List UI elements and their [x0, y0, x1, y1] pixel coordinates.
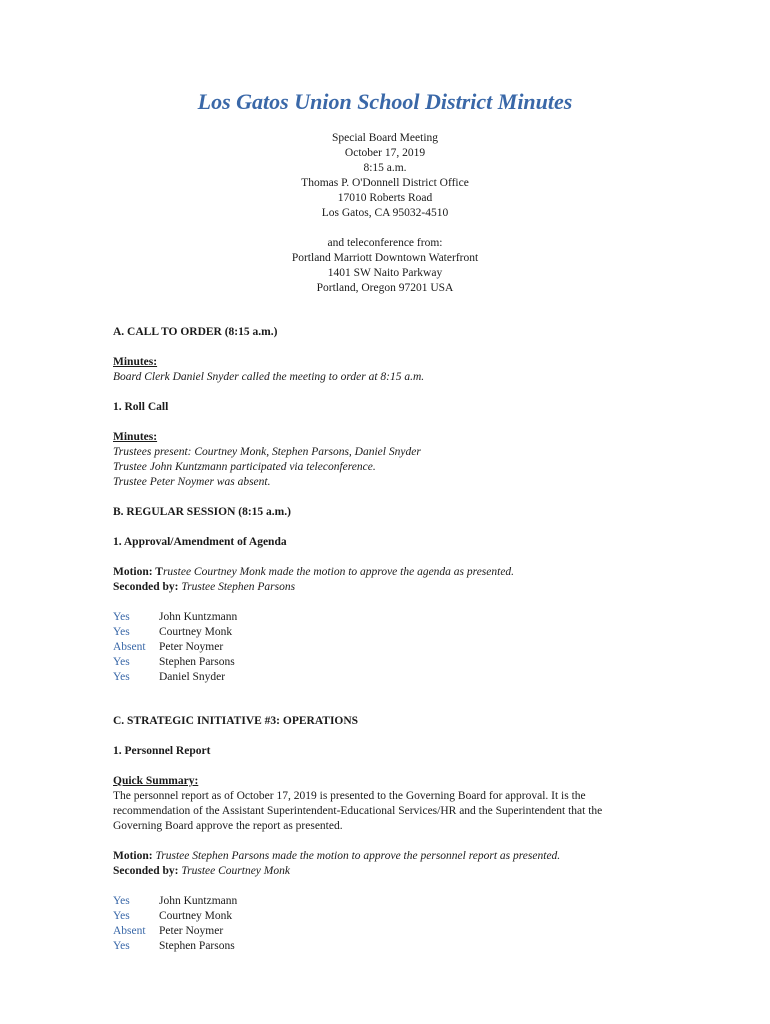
vote-row — [113, 610, 673, 625]
vote-status: Yes — [113, 656, 130, 668]
header-line: and teleconference from: — [327, 237, 443, 249]
vote-name: John Kuntzmann — [159, 895, 238, 907]
document-title: Los Gatos Union School District Minutes — [197, 89, 573, 114]
vote-row — [113, 924, 673, 939]
minutes-text: Board Clerk Daniel Snyder called the meeting to order at 8:15 a.m. — [113, 371, 425, 383]
vote-status: Absent — [113, 925, 146, 937]
header-line: Special Board Meeting — [331, 132, 439, 144]
motion-label: Motion: T — [113, 566, 163, 578]
item-heading: 1. Approval/Amendment of Agenda — [113, 536, 287, 548]
vote-name: Peter Noymer — [159, 641, 224, 653]
summary-line: The personnel report as of October 17, 2019 is presented to the Governing Board for approval. It is the — [113, 790, 586, 802]
vote-status: Yes — [113, 671, 130, 683]
roll-line: Trustees present: Courtney Monk, Stephen Parsons, Daniel Snyder — [113, 446, 421, 458]
header-line: Portland Marriott Downtown Waterfront — [291, 252, 479, 264]
motion-line — [113, 565, 673, 580]
vote-name: Courtney Monk — [159, 626, 233, 638]
vote-status: Yes — [113, 910, 130, 922]
vote-status: Absent — [113, 641, 146, 653]
vote-row — [113, 655, 673, 670]
roll-line: Trustee John Kuntzmann participated via teleconference. — [113, 461, 376, 473]
minutes-body — [113, 325, 673, 954]
item-heading: 1. Roll Call — [113, 401, 169, 413]
summary-label: Quick Summary: — [113, 775, 199, 787]
vote-row — [113, 909, 673, 924]
section-heading: A. CALL TO ORDER (8:15 a.m.) — [113, 326, 278, 338]
motion-text: rustee Courtney Monk made the motion to approve the agenda as presented. — [162, 566, 515, 578]
vote-status: Yes — [113, 940, 130, 952]
seconded-label: Seconded by: — [113, 581, 179, 593]
vote-status: Yes — [113, 611, 130, 623]
vote-row — [113, 894, 673, 909]
header-line: Thomas P. O'Donnell District Office — [301, 177, 469, 189]
seconded-text: Trustee Stephen Parsons — [181, 581, 296, 593]
vote-row — [113, 625, 673, 640]
minutes-label: Minutes: — [113, 356, 158, 368]
summary-line: recommendation of the Assistant Superintendent-Educational Services/HR and the Superintendent that the — [113, 805, 603, 817]
seconded-text: Trustee Courtney Monk — [181, 865, 290, 877]
vote-name: Peter Noymer — [159, 925, 224, 937]
summary-line: Governing Board approve the report as presented. — [113, 820, 343, 832]
roll-line: Trustee Peter Noymer was absent. — [113, 476, 271, 488]
minutes-label: Minutes: — [113, 431, 158, 443]
section-heading: C. STRATEGIC INITIATIVE #3: OPERATIONS — [113, 715, 359, 727]
motion-label: Motion: — [113, 850, 153, 862]
vote-name: John Kuntzmann — [159, 611, 238, 623]
vote-name: Stephen Parsons — [159, 656, 235, 668]
vote-name: Courtney Monk — [159, 910, 233, 922]
vote-status: Yes — [113, 895, 130, 907]
item-heading: 1. Personnel Report — [113, 745, 211, 757]
seconded-line — [113, 580, 673, 595]
meeting-header — [0, 131, 770, 296]
vote-list — [113, 610, 673, 685]
vote-name: Stephen Parsons — [159, 940, 235, 952]
motion-line — [113, 849, 673, 864]
vote-row — [113, 670, 673, 685]
vote-name: Daniel Snyder — [159, 671, 226, 683]
seconded-label: Seconded by: — [113, 865, 179, 877]
vote-row — [113, 640, 673, 655]
header-line: October 17, 2019 — [344, 147, 426, 159]
header-line: Los Gatos, CA 95032-4510 — [321, 207, 449, 219]
vote-status: Yes — [113, 626, 130, 638]
section-heading: B. REGULAR SESSION (8:15 a.m.) — [113, 506, 291, 518]
motion-text: Trustee Stephen Parsons made the motion to approve the personnel report as presented. — [155, 850, 561, 862]
header-line: Portland, Oregon 97201 USA — [316, 282, 454, 294]
seconded-line — [113, 864, 673, 879]
vote-row — [113, 939, 673, 954]
header-line: 17010 Roberts Road — [337, 192, 433, 204]
header-line: 8:15 a.m. — [363, 162, 407, 174]
header-line: 1401 SW Naito Parkway — [327, 267, 443, 279]
vote-list — [113, 894, 673, 954]
